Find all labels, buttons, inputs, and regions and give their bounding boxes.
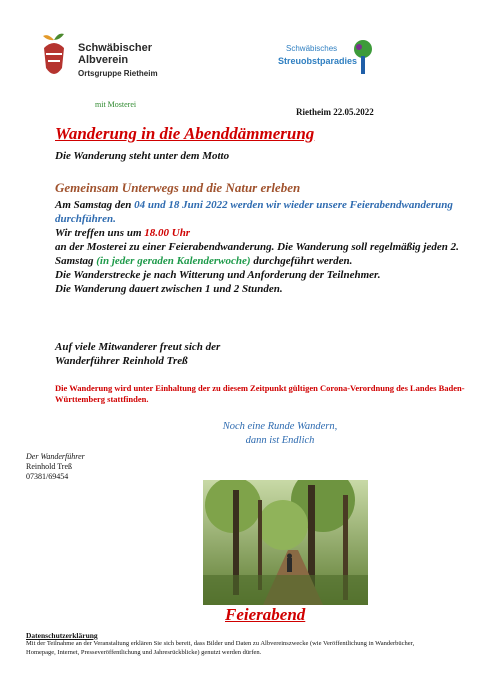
- motto-heading: Gemeinsam Unterwegs und die Natur erleben: [55, 180, 301, 195]
- streuobst-logo: [276, 36, 376, 81]
- date-line: Rietheim 22.05.2022: [296, 107, 374, 117]
- location-end: durchgeführt werden.: [250, 255, 353, 267]
- meeting-intro: Wir treffen uns um: [55, 227, 145, 239]
- mosterei-label: mit Mosterei: [95, 100, 137, 109]
- dates-text: 04 und 18 Juni 2022 werden wir wieder unsere Feierabendwanderung durchführen.: [55, 199, 453, 225]
- meeting-time: 18.00 Uhr: [144, 227, 191, 239]
- paragraph-meeting: [55, 226, 475, 240]
- greeting-line1: Auf viele Mitwanderer freut sich der: [55, 341, 221, 353]
- guide-contact: [26, 452, 85, 482]
- closing-quote: [200, 420, 360, 448]
- albverein-name: [78, 42, 152, 66]
- page-title: Wanderung in die Abenddämmerung: [55, 124, 315, 143]
- paragraph-route: Die Wanderstrecke je nach Witterung und Anforderung der Teilnehmer.: [55, 269, 381, 281]
- dates-intro: Am Samstag den: [55, 199, 135, 211]
- albverein-line2: Albverein: [78, 54, 129, 66]
- albverein-line1: Schwäbischer: [78, 42, 152, 54]
- feierabend-heading: Feierabend: [225, 605, 306, 624]
- motto-intro: Die Wanderung steht unter dem Motto: [55, 150, 230, 162]
- greeting: [55, 340, 220, 368]
- closing-line2: dann ist Endlich: [245, 435, 315, 446]
- closing-line1: Noch eine Runde Wandern,: [222, 421, 338, 432]
- announcement-body: [55, 198, 475, 296]
- paragraph-duration: Die Wanderung dauert zwischen 1 und 2 Stunden.: [55, 283, 283, 295]
- forest-photo: [203, 480, 368, 605]
- streuobst-line1: Schwäbisches: [286, 44, 338, 53]
- corona-notice: Die Wanderung wird unter Einhaltung der zu diesem Zeitpunkt gültigen Corona-Verordnung des Landes Baden-Württemberg stattfinden.: [55, 383, 465, 404]
- albverein-logo: [34, 28, 159, 108]
- guide-phone: 07381/69454: [26, 472, 69, 481]
- paragraph-dates: [55, 198, 475, 226]
- tree-icon: [352, 38, 374, 76]
- streuobst-line2: Streuobstparadies: [278, 56, 358, 66]
- guide-label: Der Wanderführer: [26, 452, 85, 461]
- privacy-title: Datenschutzerklärung: [26, 631, 98, 640]
- albverein-emblem-icon: [34, 28, 74, 83]
- forest-photo-image: [203, 480, 368, 605]
- privacy-text: Mit der Teilnahme an der Veranstaltung erklären Sie sich bereit, dass Bilder und Daten zu Albvereinszwecke (wie Veröffentlichung in Wanderbücher, Homepage, Internet, Presseveröffentlichung und Jahresrückblicke) genutzt werden dürfen.: [26, 640, 415, 656]
- greeting-line2: Wanderführer Reinhold Treß: [55, 355, 188, 367]
- guide-name: Reinhold Treß: [26, 462, 73, 471]
- ortsgruppe-label: Ortsgruppe Rietheim: [78, 69, 158, 78]
- location-text: an der Mosterei zu einer Feierabendwanderung. Die Wanderung soll regelmäßig jeden 2. Samstag: [55, 241, 459, 267]
- calendar-week-note: (in jeder geraden Kalenderwoche): [96, 255, 251, 267]
- paragraph-location: [55, 240, 475, 268]
